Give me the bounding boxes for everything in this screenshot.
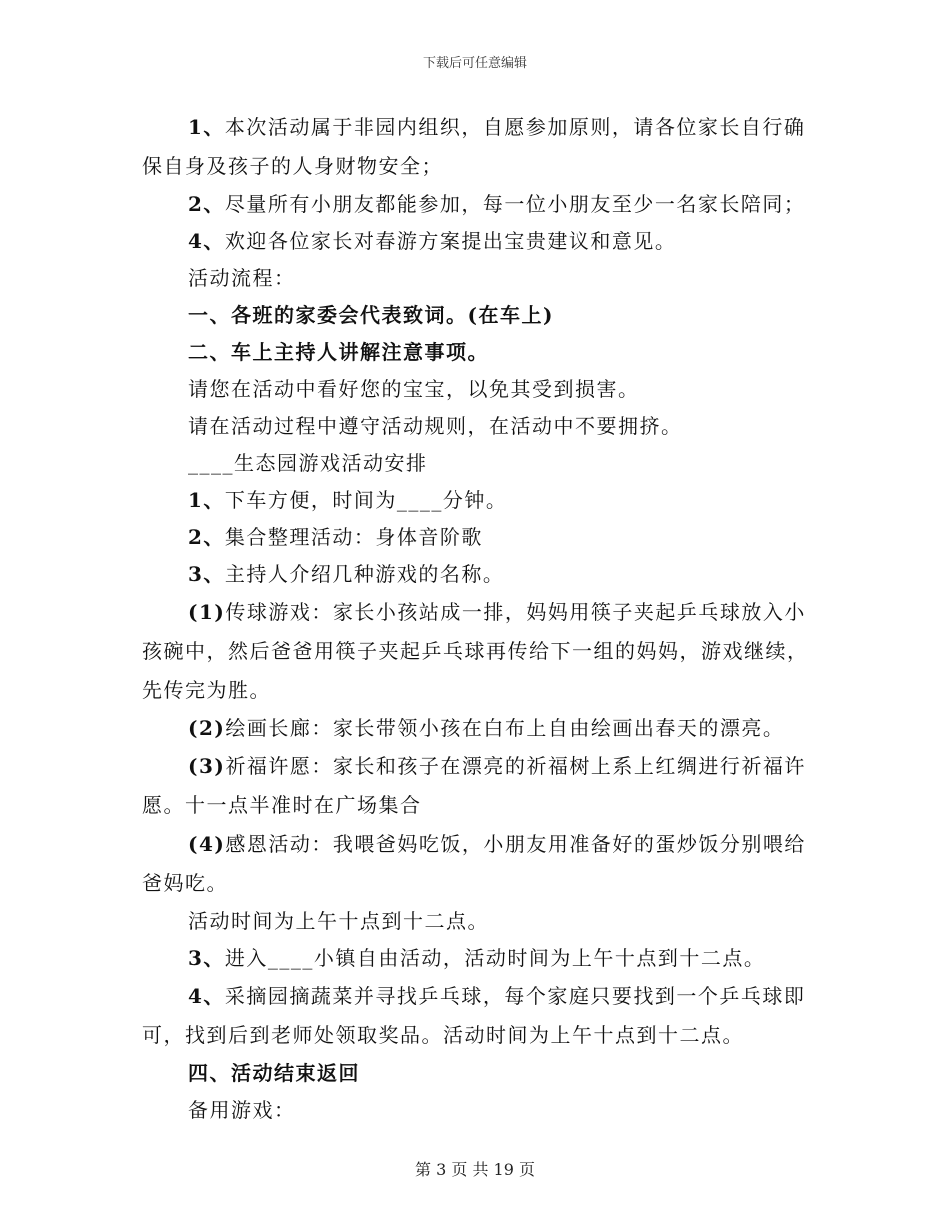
paragraph-game-1 xyxy=(142,593,814,710)
paragraph-arrange-3 xyxy=(142,556,814,593)
item-number: 2、 xyxy=(188,525,225,549)
item-number: (4) xyxy=(188,832,226,856)
paragraph-text: 本次活动属于非园内组织，自愿参加原则，请各位家长自行确保自身及孩子的人身财物安全； xyxy=(142,115,806,178)
paragraph-text: 主持人介绍几种游戏的名称。 xyxy=(224,562,505,586)
item-number: 4、 xyxy=(188,984,225,1008)
paragraph-text: 传球游戏：家长小孩站成一排，妈妈用筷子夹起乒乓球放入小孩碗中，然后爸爸用筷子夹起乒乓球再传给下一组的妈妈，游戏继续，先传完为胜。 xyxy=(142,600,809,702)
paragraph-note-1: 请您在活动中看好您的宝宝，以免其受到损害。 xyxy=(188,377,640,401)
item-number: (2) xyxy=(188,716,226,740)
item-number: 4、 xyxy=(188,229,225,253)
item-number: 3、 xyxy=(188,946,225,970)
paragraph-text: 绘画长廊：家长带领小孩在白布上自由绘画出春天的漂亮。 xyxy=(225,716,785,740)
item-number: 1、 xyxy=(188,488,225,512)
paragraph-time: 活动时间为上午十点到十二点。 xyxy=(188,909,489,933)
paragraph-game-3 xyxy=(142,747,814,825)
heading-step-4: 四、活动结束返回 xyxy=(188,1061,360,1085)
paragraph-game-2 xyxy=(142,710,814,747)
paragraph-text: 下车方便，时间为____分钟。 xyxy=(224,488,508,512)
paragraph-text: 集合整理活动：身体音阶歌 xyxy=(224,525,483,549)
paragraph-text: 尽量所有小朋友都能参加，每一位小朋友至少一名家长陪同； xyxy=(224,192,806,216)
paragraph-arrangement-title: ____生态园游戏活动安排 xyxy=(188,451,428,475)
item-number: (1) xyxy=(188,600,226,624)
heading-step-1: 一、各班的家委会代表致词。(在车上) xyxy=(188,303,554,327)
paragraph-game-4 xyxy=(142,825,814,903)
paragraph-town xyxy=(142,940,814,977)
paragraph-rule-1 xyxy=(142,108,814,186)
paragraph-arrange-2 xyxy=(142,519,814,556)
heading-step-2: 二、车上主持人讲解注意事项。 xyxy=(188,340,489,364)
paragraph-text: 采摘园摘蔬菜并寻找乒乓球，每个家庭只要找到一个乒乓球即可，找到后到老师处领取奖品。活动时间为上午十点到十二点。 xyxy=(142,984,806,1047)
paragraph-arrange-1 xyxy=(142,482,814,519)
paragraph-text: 感恩活动：我喂爸妈吃饭，小朋友用准备好的蛋炒饭分别喂给爸妈吃。 xyxy=(142,832,806,895)
document-body xyxy=(142,108,814,1129)
paragraph-text: 进入____小镇自由活动，活动时间为上午十点到十二点。 xyxy=(224,946,766,970)
paragraph-note-2: 请在活动过程中遵守活动规则，在活动中不要拥挤。 xyxy=(188,414,683,438)
paragraph-backup-games: 备用游戏： xyxy=(188,1098,296,1122)
paragraph-rule-4 xyxy=(142,223,814,260)
item-number: 1、 xyxy=(188,115,225,139)
paragraph-rule-2 xyxy=(142,186,814,223)
item-number: 2、 xyxy=(188,192,225,216)
paragraph-text: 欢迎各位家长对春游方案提出宝贵建议和意见。 xyxy=(224,229,677,253)
paragraph-garden xyxy=(142,977,814,1055)
page-header: 下载后可任意编辑 xyxy=(422,56,527,71)
page-footer: 第 3 页 共 19 页 xyxy=(415,1160,535,1179)
item-number: (3) xyxy=(188,754,226,778)
paragraph-text: 祈福许愿：家长和孩子在漂亮的祈福树上系上红绸进行祈福许愿。十一点半准时在广场集合 xyxy=(142,754,806,817)
item-number: 3、 xyxy=(188,562,225,586)
section-label-process: 活动流程： xyxy=(188,266,296,290)
